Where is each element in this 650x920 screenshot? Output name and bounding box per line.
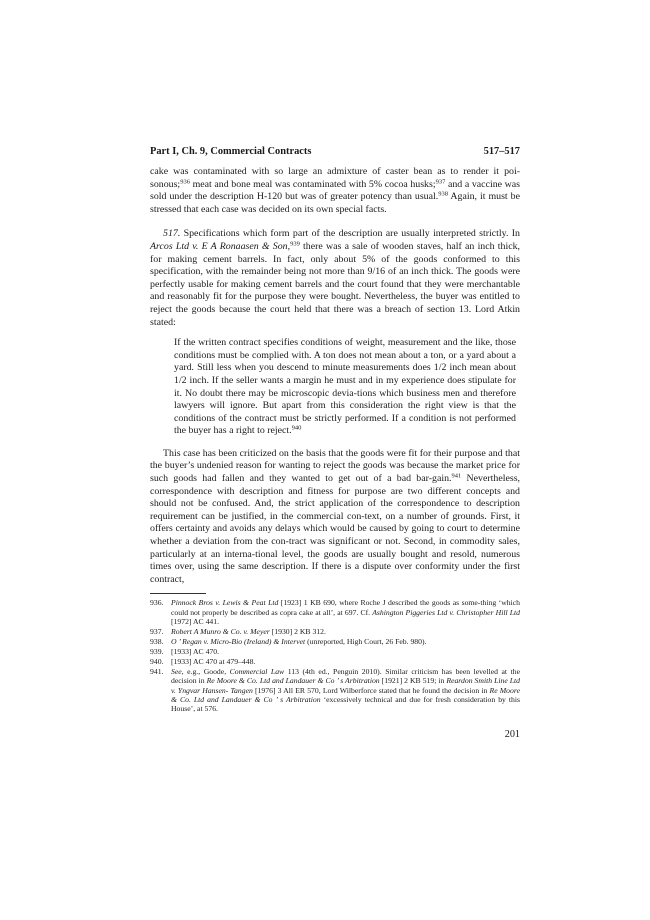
footnote-ref[interactable]: 940 xyxy=(291,424,302,432)
text-run: Again, it must be stressed that each case was decided on its own special facts. xyxy=(150,191,520,215)
footnote-ref[interactable]: 941 xyxy=(451,472,462,480)
text-run: [1976] 3 All ER 570, Lord Wilberforce stated that he found the decision in xyxy=(252,685,490,695)
case-name: O ’ Regan v. Micro-Bio (Ireland) & Intervet xyxy=(171,637,306,647)
footnote-939 xyxy=(150,647,520,656)
footnote-text xyxy=(171,637,520,646)
text-run: and a vaccine was sold under the description H-120 but was of greater potency than usual. xyxy=(150,178,521,203)
footnote-937 xyxy=(150,627,520,636)
text-run: Nevertheless, correspondence with description and fitness for purpose are two different concepts and should not be confused. And, the strict application of the correspondence to description requirement can be justified, in the commercial con-text, on a number of grounds. First, it offers certainty and avoids any delays which would be caused by going to court to determine whether a deviation from the con-tract was significant or not. Second, in commodity sales, particularly at an interna-tional level, the goods are usually bought and resold, numerous times over, using the same description. If there is a dispute over conformity under the first contract, xyxy=(150,473,521,585)
text-run: , e.g., Goode, xyxy=(181,666,230,676)
text-run: This case has been criticized on the basis that the goods were fit for their purpose and that the buyer’s undenied reason for wanting to reject the goods was because the market price for such goods had fallen and they wanted to get out of a bad bar-gain. xyxy=(150,447,520,485)
text-run: 113 (4th ed., Penguin 2010). Similar criticism has been levelled at the decision in xyxy=(171,666,520,686)
text-run: [1930] 2 KB 312. xyxy=(269,627,326,637)
body-text-2 xyxy=(150,448,520,587)
footnote-text xyxy=(171,598,520,626)
paragraph-517 xyxy=(150,228,520,329)
text-run: cake was contaminated with so large an admixture of caster bean as to render it poi-sonous; xyxy=(150,166,520,190)
case-name: Re Moore & Co. Ltd and Landauer & Co ’ s Arbitration xyxy=(171,685,520,704)
footnote-text: [1933] AC 470. xyxy=(171,646,220,656)
text-run: ‘excessively technical and due for fresh consideration by this House’, at 576. xyxy=(171,694,520,714)
footnote-938 xyxy=(150,637,520,646)
chapter-title: Part I, Ch. 9, Commercial Contracts xyxy=(150,146,312,157)
text-run: [1923] 1 KB 690, where Roche J described the goods as some-thing ‘which could not properly be described as copra cake at all’, at 697. Cf. xyxy=(171,598,520,617)
text-run: (unreported, High Court, 26 Feb. 980). xyxy=(305,637,427,647)
footnote-936 xyxy=(150,598,520,626)
footnote-number: 938. xyxy=(150,637,164,647)
case-name: Robert A Munro & Co. v. Meyer xyxy=(171,627,270,637)
body-text xyxy=(150,166,520,329)
page xyxy=(150,145,520,740)
signal-word: See xyxy=(171,666,182,676)
paragraph-criticism xyxy=(150,448,520,587)
footnote-text: [1933] AC 470 at 479–448. xyxy=(171,656,256,666)
case-name: Reardon Smith Line Ltd v. Yngvar Hansen- Tangen xyxy=(171,676,520,695)
footnote-number: 940. xyxy=(150,656,164,666)
text-run: [1972] AC 441. xyxy=(171,617,220,627)
footnote-940 xyxy=(150,657,520,666)
page-number: 201 xyxy=(504,728,520,740)
footnote-text xyxy=(171,667,520,714)
section-range: 517–517 xyxy=(483,146,520,157)
footnote-divider xyxy=(150,593,206,594)
footnote-text xyxy=(171,627,520,636)
footnote-number: 939. xyxy=(150,646,164,656)
footnote-number: 936. xyxy=(150,598,164,608)
paragraph-continuation xyxy=(150,166,520,216)
footnote-ref[interactable]: 936 xyxy=(180,178,190,186)
case-name: Ashington Piggeries Ltd v. Christopher Hill Ltd xyxy=(372,607,520,617)
footnote-941 xyxy=(150,667,520,714)
text-run: there was a sale of wooden staves, half an inch thick, for making cement barrels. In fact, only about 5% of the goods conformed to this specification, with the remainder being not more than 9/16 of an inch thick. The goods were perfectly usable for making cement barrels and the court found that they were merchantable and reasonably fit for the purpose they were bought. Nevertheless, the buyer was entitled to reject the goods because the court held that there was a breach of section 13. Lord Atkin stated: xyxy=(150,240,520,328)
quote-text: If the written contract specifies conditions of weight, measurement and the like, those conditions must be complied with. A ton does not mean about a ton, or a yard about a yard. Still less when you descend to minute measurements does 1/2 inch mean about 1/2 inch. If the seller wants a margin he must and in my experience does stipulate for it. No doubt there may be microscopic devia-tions which business men and therefore lawyers will ignore. But apart from this consideration the right view is that the conditions of the contract must be strictly performed. If a condition is not performed the buyer has a right to reject. xyxy=(174,337,516,437)
footnote-ref[interactable]: 939 xyxy=(290,240,300,248)
text-run: Specifications which form part of the description are usually interpreted strictly. In xyxy=(183,228,520,240)
footnote-ref[interactable]: 937 xyxy=(435,178,446,186)
case-name: Re Moore & Co. Ltd and Landauer & Co ’ s Arbitration xyxy=(206,676,380,686)
footnote-ref[interactable]: 938 xyxy=(438,190,448,198)
paragraph-number: 517. xyxy=(163,228,181,240)
book-title: Commercial Law xyxy=(229,666,285,676)
block-quote xyxy=(174,337,516,438)
footnote-number: 941. xyxy=(150,666,164,676)
running-head xyxy=(150,145,520,158)
case-name: Pinnock Bros v. Lewis & Peat Ltd xyxy=(171,598,279,608)
footnotes xyxy=(150,598,520,713)
text-run: meat and bone meal was contaminated with 5% cocoa husks; xyxy=(189,178,436,190)
footnote-number: 937. xyxy=(150,627,164,637)
case-name: Arcos Ltd v. E A Ronaasen & Son, xyxy=(150,240,291,252)
text-run: [1921] 2 KB 519; in xyxy=(379,676,447,686)
